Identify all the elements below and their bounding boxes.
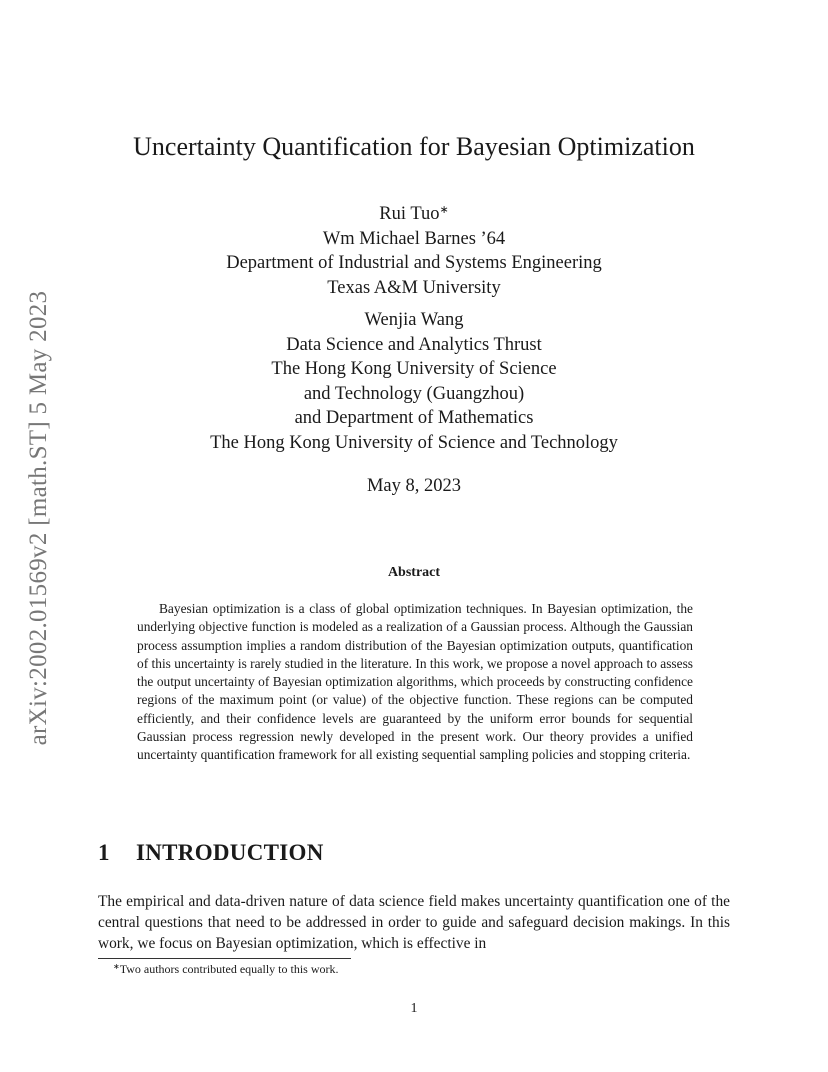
footnote-text: Two authors contributed equally to this work.: [119, 962, 339, 976]
affiliation-line: The Hong Kong University of Science and Technology: [210, 432, 618, 453]
affiliation-line: Department of Industrial and Systems Engineering: [226, 253, 602, 273]
section-heading: [98, 840, 324, 866]
author-block-1: [0, 198, 828, 300]
footnote: [113, 962, 339, 977]
abstract-heading: Abstract: [387, 565, 441, 580]
affiliation-line: Wm Michael Barnes ’64: [322, 228, 506, 249]
arxiv-identifier-stamp: arXiv:2002.01569v2 [math.ST] 5 May 2023: [25, 290, 52, 746]
affiliation-line: The Hong Kong University of Science: [271, 359, 557, 379]
author-name: Wenjia Wang: [364, 310, 464, 330]
author-name: Rui Tuo: [379, 204, 440, 224]
paper-title: Uncertainty Quantification for Bayesian Optimization: [133, 132, 695, 161]
author-block-2: [0, 308, 828, 455]
abstract-text: Bayesian optimization is a class of global optimization techniques. In Bayesian optimization, the underlying objective function is modeled as a realization of a Gaussian process. Although the Gaussian process assumption implies a random distribution of the Bayesian optimization outputs, quantification of this uncertainty is rarely studied in the literature. In this work, we propose a novel approach to assess the output uncertainty of Bayesian optimization algorithms, which proceeds by constructing confidence regions of the maximum point (or value) of the objective function. These regions can be computed efficiently, and their confidence levels are guaranteed by the uniform error bounds for sequential Gaussian process regression newly developed in the present work. Our theory provides a unified uncertainty quantification framework for all existing sequential sampling policies and stopping criteria.: [137, 601, 693, 763]
section-number: 1: [98, 840, 110, 865]
introduction-text: The empirical and data-driven nature of data science field makes uncertainty quantification one of the central questions that need to be addressed in order to guide and safeguard decision makings. In this work, we focus on Bayesian optimization, which is effective in: [98, 893, 730, 952]
affiliation-line: and Department of Mathematics: [294, 408, 534, 428]
section-title: INTRODUCTION: [136, 840, 324, 865]
footnote-mark: ∗: [113, 962, 120, 971]
affiliation-line: Texas A&M University: [327, 277, 501, 298]
affiliation-line: and Technology (Guangzhou): [303, 383, 525, 404]
publication-date: May 8, 2023: [366, 476, 462, 496]
author-name-line: [0, 198, 828, 227]
affiliation-line: Data Science and Analytics Thrust: [286, 334, 542, 355]
page-number: 1: [410, 1001, 418, 1016]
footnote-mark: ∗: [439, 204, 449, 216]
footnote-divider: [98, 958, 351, 959]
